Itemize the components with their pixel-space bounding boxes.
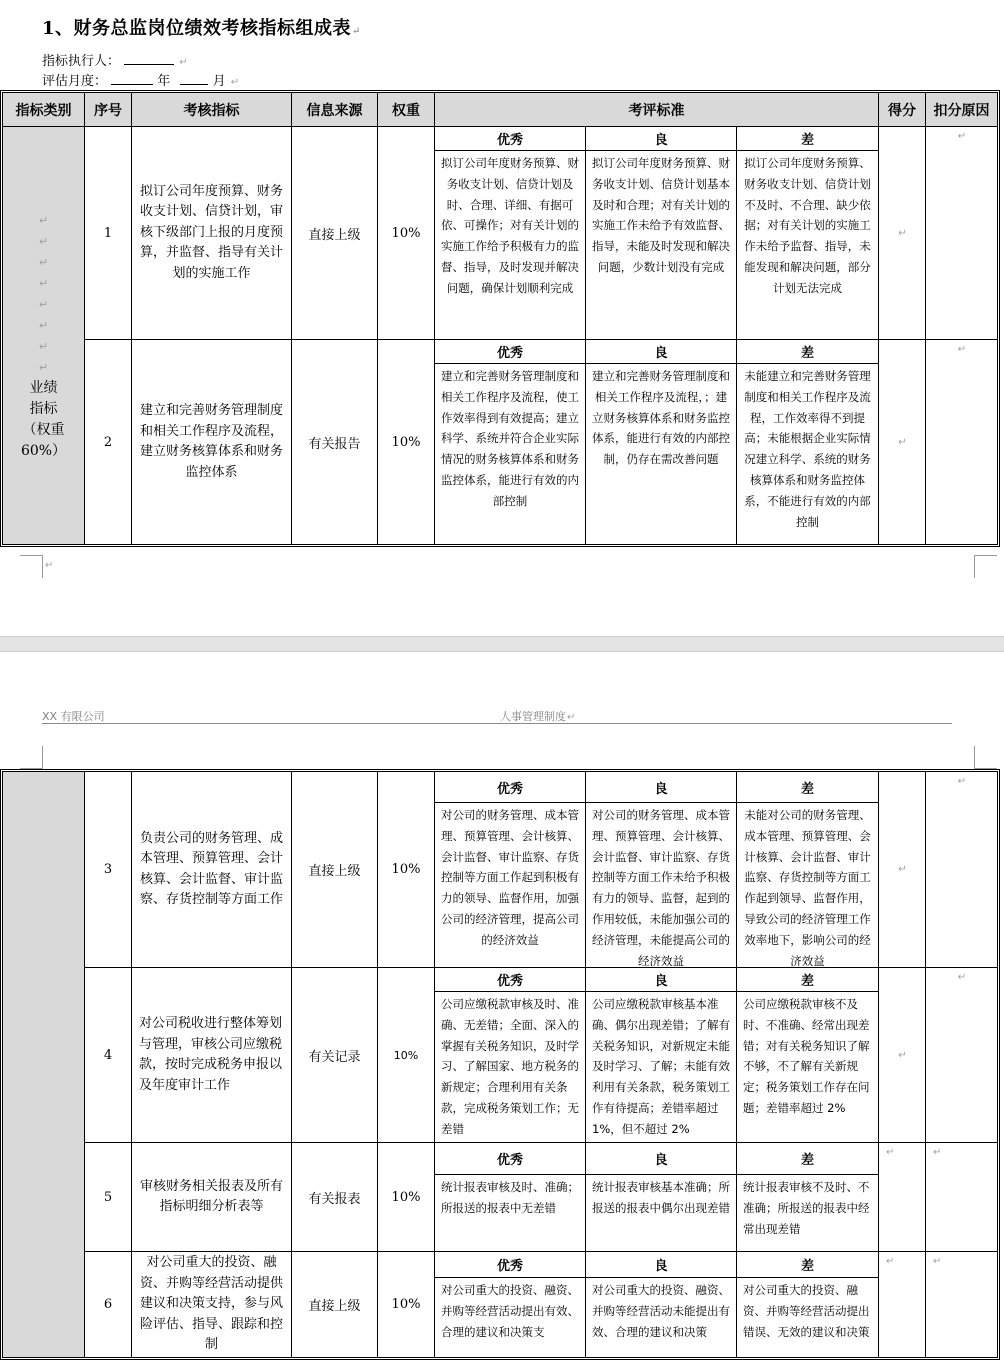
header-kpi: 考核指标	[132, 93, 292, 127]
row6-source: 直接上级	[292, 1252, 378, 1357]
page-header-title: 人事管理制度↵	[500, 710, 576, 723]
row4-source: 有关记录	[292, 968, 378, 1143]
year-label: 年	[157, 74, 171, 89]
margin-corner	[20, 746, 43, 769]
kpi-table-page2	[0, 769, 1000, 1360]
row3-score-input[interactable]: ↵	[879, 772, 926, 968]
row6-reason-input[interactable]: ↵	[933, 1256, 942, 1267]
header-rule	[42, 723, 952, 724]
row1-criteria-poor: 拟订公司年度财务预算、财务收支计划、信贷计划不及时、不合理、缺少依据；对有关计划的实施工作未给予监督、指导，未能发现和解决问题，部分计划无法完成	[737, 151, 879, 340]
header-reason: 扣分原因	[926, 93, 997, 127]
row3-no: 3	[85, 772, 132, 968]
row1-criteria-good: 拟订公司年度财务预算、财务收支计划、信贷计划基本及时和合理；对有关计划的实施工作未给予有效监督、指导，未能及时发现和解决问题，少数计划没有完成	[586, 151, 737, 340]
header-criteria: 考评标准	[435, 93, 879, 127]
category-cell	[3, 127, 85, 544]
row6-grade-poor: 差	[737, 1252, 879, 1278]
document-title: 1、财务总监岗位绩效考核指标组成表↵	[42, 18, 361, 39]
row3-kpi: 负责公司的财务管理、成本管理、预算管理、会计核算、会计监督、审计监察、存货控制等方面工作	[132, 772, 292, 968]
row2-no: 2	[85, 340, 132, 544]
row2-kpi: 建立和完善财务管理制度和相关工作程序及流程，建立财务核算体系和财务监控体系	[132, 340, 292, 544]
margin-corner	[974, 555, 997, 578]
page-break	[0, 636, 1004, 652]
row2-source: 有关报告	[292, 340, 378, 544]
executor-label: 指标执行人：	[42, 54, 121, 69]
paragraph-mark-icon: ↵	[230, 77, 240, 88]
row4-criteria-good: 公司应缴税款审核基本准确、偶尔出现差错；了解有关税务知识，对新规定未能及时学习、了解；未能有效利用有关条款，税务策划工作有待提高；差错率超过 1%，但不超过 2%	[586, 992, 737, 1143]
row4-criteria-poor: 公司应缴税款审核不及时、不准确、经常出现差错；对有关税务知识了解不够，不了解有关新规定；税务策划工作存在问题；差错率超过 2%	[737, 992, 879, 1143]
year-blank[interactable]	[111, 72, 153, 85]
row5-kpi: 审核财务相关报表及所有指标明细分析表等	[132, 1143, 292, 1252]
row6-criteria-poor: 对公司重大的投资、融资、并购等经营活动提出错误、无效的建议和决策	[737, 1278, 879, 1357]
category-line: 60%）	[20, 442, 67, 459]
row1-score-input[interactable]: ↵	[879, 127, 926, 340]
row3-grade-poor: 差	[737, 772, 879, 803]
row6-weight: 10%	[378, 1252, 435, 1357]
row2-score-input[interactable]: ↵	[879, 340, 926, 544]
row3-source: 直接上级	[292, 772, 378, 968]
row3-grade-good: 良	[586, 772, 737, 803]
row6-criteria-good: 对公司重大的投资、融资、并购等经营活动未能提出有效、合理的建议和决策	[586, 1278, 737, 1357]
executor-line	[42, 50, 188, 69]
month-label: 月	[212, 74, 226, 89]
row5-score-input[interactable]: ↵	[879, 1143, 926, 1252]
kpi-table-page1	[0, 90, 1000, 547]
page-header-company: XX 有限公司	[42, 710, 105, 723]
row2-criteria-good: 建立和完善财务管理制度和相关工作程序及流程，；建立财务核算体系和财务监控体系，能进行有效的内部控制，仍存在需改善问题	[586, 364, 737, 544]
row2-criteria-excellent: 建立和完善财务管理制度和相关工作程序及流程，使工作效率得到有效提高；建立科学、系统并符合企业实际情况的财务核算体系和财务监控体系，能进行有效的内部控制	[435, 364, 586, 544]
row2-weight: 10%	[378, 340, 435, 544]
row4-no: 4	[85, 968, 132, 1143]
row6-no: 6	[85, 1252, 132, 1357]
row5-criteria-good: 统计报表审核基本准确；所报送的报表中偶尔出现差错	[586, 1175, 737, 1252]
row1-kpi: 拟订公司年度预算、财务收支计划、信贷计划，审核下级部门上报的月度预算，并监督、指导有关计划的实施工作	[132, 127, 292, 340]
row2-reason-input[interactable]: ↵	[957, 344, 967, 355]
row5-source: 有关报表	[292, 1143, 378, 1252]
row4-kpi: 对公司税收进行整体筹划与管理，审核公司应缴税款，按时完成税务申报以及年度审计工作	[132, 968, 292, 1143]
row4-grade-good: 良	[586, 968, 737, 992]
period-line	[42, 70, 239, 89]
header-score: 得分	[879, 93, 926, 127]
row3-criteria-poor: 未能对公司的财务管理、成本管理、预算管理、会计核算、会计监督、审计监察、存货控制等方面工作起到领导、监督作用，导致公司的经济管理工作效率地下，影响公司的经济效益	[737, 803, 879, 968]
row6-grade-excellent: 优秀	[435, 1252, 586, 1278]
paragraph-marks: ↵ ↵ ↵ ↵ ↵ ↵ ↵ ↵	[38, 213, 49, 374]
row1-reason-input[interactable]: ↵	[926, 127, 997, 340]
row3-criteria-good: 对公司的财务管理、成本管理、预算管理、会计核算、会计监督、审计监察、存货控制等方面工作未给予积极有力的领导、监督，起到的作用较低，未能加强公司的经济管理，未能提高公司的经济效益	[586, 803, 737, 968]
row3-reason-input[interactable]: ↵	[926, 772, 997, 968]
header-no: 序号	[85, 93, 132, 127]
row6-kpi: 对公司重大的投资、融资、并购等经营活动提供建议和决策支持，参与风险评估、指导、跟踪和控制	[132, 1252, 292, 1357]
row5-criteria-excellent: 统计报表审核及时、准确；所报送的报表中无差错	[435, 1175, 586, 1252]
month-blank[interactable]	[180, 72, 208, 85]
paragraph-mark-icon: ↵	[45, 560, 54, 571]
row5-weight: 10%	[378, 1143, 435, 1252]
row5-grade-poor: 差	[737, 1143, 879, 1175]
period-label: 评估月度：	[42, 74, 108, 89]
category-line: 业绩	[29, 379, 58, 396]
row1-grade-good: 良	[586, 127, 737, 151]
row6-criteria-excellent: 对公司重大的投资、融资、并购等经营活动提出有效、合理的建议和决策支	[435, 1278, 586, 1357]
row2-grade-poor: 差	[737, 340, 879, 364]
paragraph-mark-icon: ↵	[352, 26, 361, 37]
row1-grade-poor: 差	[737, 127, 879, 151]
row4-reason-input[interactable]: ↵	[926, 968, 997, 1143]
row4-weight: 10%	[378, 968, 435, 1143]
row3-criteria-excellent: 对公司的财务管理、成本管理、预算管理、会计核算、会计监督、审计监察、存货控制等方面工作起到积极有力的领导、监督作用，加强公司的经济管理，提高公司的经济效益	[435, 803, 586, 968]
row5-criteria-poor: 统计报表审核不及时、不准确；所报送的报表中经常出现差错	[737, 1175, 879, 1252]
executor-blank[interactable]	[124, 52, 174, 65]
row2-criteria-poor: 未能建立和完善财务管理制度和相关工作程序及流程，工作效率得不到提高；未能根据企业实际情况建立科学、系统的财务核算体系和财务监控体系，不能进行有效的内部控制	[737, 364, 879, 544]
row1-criteria-excellent: 拟订公司年度财务预算、财务收支计划、信贷计划及时、合理、详细、有据可依、可操作；对有关计划的实施工作给予积极有力的监督、指导，及时发现并解决问题，确保计划顺利完成	[435, 151, 586, 340]
paragraph-mark-icon: ↵	[179, 57, 188, 68]
row1-weight: 10%	[378, 127, 435, 340]
header-source: 信息来源	[292, 93, 378, 127]
row4-criteria-excellent: 公司应缴税款审核及时、准确、无差错；全面、深入的掌握有关税务知识，及时学习、了解国家、地方税务的新规定；合理利用有关条款，完成税务策划工作；无差错	[435, 992, 586, 1143]
margin-corner	[20, 555, 43, 578]
row4-grade-poor: 差	[737, 968, 879, 992]
row5-no: 5	[85, 1143, 132, 1252]
row1-no: 1	[85, 127, 132, 340]
category-cell-continued	[3, 772, 85, 1357]
row3-grade-excellent: 优秀	[435, 772, 586, 803]
row1-source: 直接上级	[292, 127, 378, 340]
category-line: （权重	[22, 421, 65, 438]
category-line: 指标	[29, 400, 58, 417]
row5-grade-good: 良	[586, 1143, 737, 1175]
row6-score-input[interactable]: ↵	[879, 1252, 926, 1357]
row2-grade-excellent: 优秀	[435, 340, 586, 364]
row6-grade-good: 良	[586, 1252, 737, 1278]
row2-grade-good: 良	[586, 340, 737, 364]
header-category: 指标类别	[3, 93, 85, 127]
row4-score-input[interactable]: ↵	[879, 968, 926, 1143]
row3-weight: 10%	[378, 772, 435, 968]
margin-corner	[974, 746, 997, 769]
row4-grade-excellent: 优秀	[435, 968, 586, 992]
header-weight: 权重	[378, 93, 435, 127]
row1-grade-excellent: 优秀	[435, 127, 586, 151]
row5-grade-excellent: 优秀	[435, 1143, 586, 1175]
row5-reason-input[interactable]: ↵	[926, 1143, 997, 1252]
